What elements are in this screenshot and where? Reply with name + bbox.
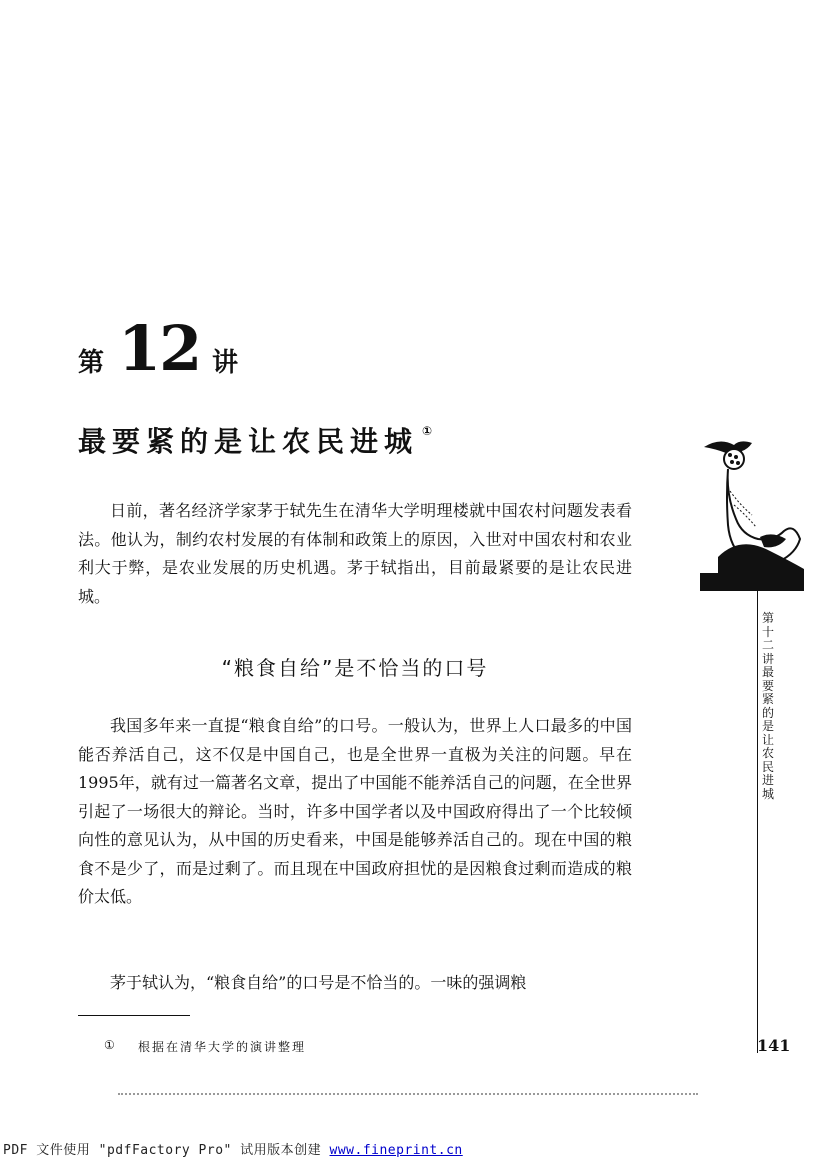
side-divider bbox=[757, 591, 758, 1053]
bird-ornament-icon bbox=[700, 435, 806, 575]
footnote bbox=[104, 1038, 307, 1055]
body-paragraph: 我国多年来一直提“粮食自给”的口号。一般认为，世界上人口最多的中国能否养活自己，这不仅是中国自己，也是全世界一直极为关注的问题。早在1995年，就有过一篇著名文章，提出了中国能不能养活自己的问题，在全世界引起了一场很大的辩论。当时，许多中国学者以及中国政府得出了一个比较倾向性的意见认为，从中国的历史看来，中国是能够养活自己的。现在中国的粮食不是少了，而是过剩了。而且现在中国政府担忧的是因粮食过剩而造成的粮价太低。 bbox=[78, 716, 632, 906]
intro-paragraph: 日前，著名经济学家茅于轼先生在清华大学明理楼就中国农村问题发表看法。他认为，制约农村发展的有体制和政策上的原因，入世对中国农村和农业利大于弊，是农业发展的历史机遇。茅于轼指出，目前最紧要的是让农民进城。 bbox=[78, 501, 632, 606]
chapter-suffix: 讲 bbox=[212, 348, 239, 378]
pdf-notice-link[interactable]: www.fineprint.cn bbox=[329, 1143, 463, 1158]
page-number: 141 bbox=[757, 1036, 791, 1055]
footnote-mark: ① bbox=[104, 1038, 117, 1052]
section-heading: “粮食自给”是不恰当的口号 bbox=[221, 656, 489, 680]
chapter-prefix: 第 bbox=[78, 348, 105, 378]
chapter-digit: 12 bbox=[118, 312, 201, 385]
footnote-text: 根据在清华大学的演讲整理 bbox=[138, 1040, 307, 1054]
title-footnote-mark: ① bbox=[422, 424, 433, 438]
title-text: 最要紧的是让农民进城 bbox=[78, 425, 419, 458]
footnote-divider bbox=[78, 1015, 190, 1016]
body-paragraph-continued: 茅于轼认为，“粮食自给”的口号是不恰当的。一味的强调粮 bbox=[110, 973, 527, 992]
pdf-notice bbox=[3, 1139, 463, 1158]
page-title bbox=[78, 420, 432, 460]
scan-artifact-divider bbox=[118, 1093, 698, 1095]
pdf-notice-text: PDF 文件使用 "pdfFactory Pro" 试用版本创建 bbox=[3, 1143, 330, 1158]
side-bar bbox=[700, 573, 804, 591]
side-running-title: 第十二讲 最要紧的是让农民进城 bbox=[762, 611, 775, 801]
